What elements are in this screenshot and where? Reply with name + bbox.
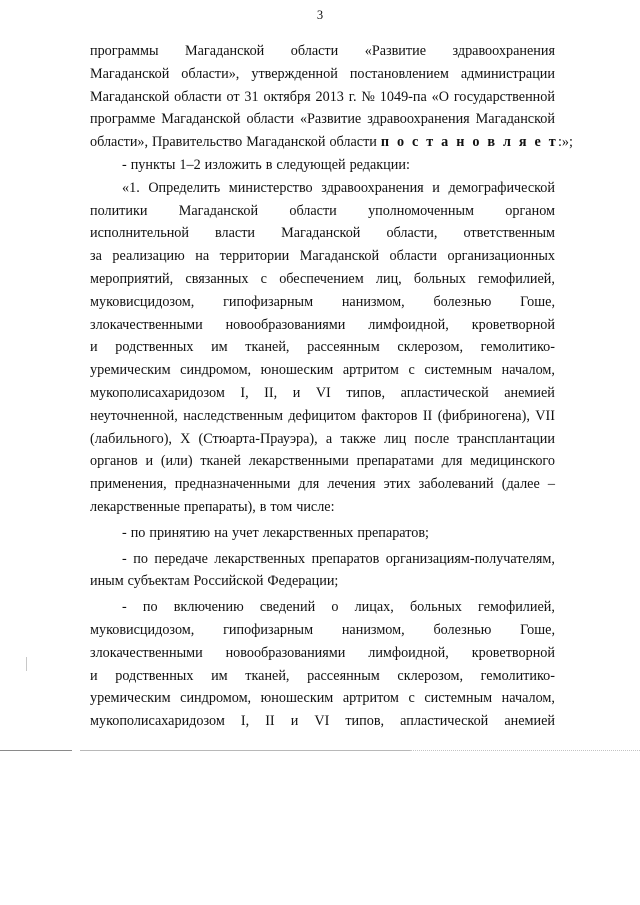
text-line: уремическим синдромом, юношеским артритом с системным началом, (90, 690, 555, 707)
text-line: - по принятию на учет лекарственных препаратов; (122, 524, 429, 541)
text-line: программы Магаданской области «Развитие здравоохранения (90, 43, 555, 59)
text-line: и родственных им тканей, рассеянным склерозом, гемолитико- (90, 339, 555, 356)
text-line: уремическим синдромом, юношеским артритом с системным началом, (90, 362, 555, 379)
text-line: Магаданской области от 31 октября 2013 г. № 1049-па «О государственной (90, 88, 555, 105)
text-line: политики Магаданской области уполномоченным органом (90, 202, 555, 219)
text-line: (лабильного), X (Стюарта-Прауэра), а также лиц после трансплантации (90, 430, 555, 447)
text-line: - пункты 1–2 изложить в следующей редакции: (122, 156, 410, 173)
text-line: злокачественными новообразованиями лимфоидной, кроветворной (90, 644, 555, 661)
footer-rule-middle (80, 750, 410, 751)
text-line: злокачественными новообразованиями лимфоидной, кроветворной (90, 316, 555, 333)
text-line: применения, предназначенными для лечения этих заболеваний (далее – (90, 476, 555, 493)
page-number: 3 (316, 8, 324, 22)
text-line: лекарственные препараты), в том числе: (90, 498, 335, 515)
text-line: за реализацию на территории Магаданской области организационных (90, 248, 555, 265)
emphasis-text: п о с т а н о в л я е т (380, 134, 558, 151)
text-line: мероприятий, связанных с обеспечением лиц, больных гемофилией, (90, 270, 555, 287)
text-line: мукополисахаридозом I, II и VI типов, апластической анемией (90, 713, 555, 730)
text-line: органов и (или) тканей лекарственными препаратами для медицинского (90, 453, 555, 470)
text-line: иным субъектам Российской Федерации; (90, 573, 339, 590)
text-line: мукополисахаридозом I, II, и VI типов, апластической анемией (90, 384, 555, 401)
text-line: муковисцидозом, гипофизарным нанизмом, болезнью Гоше, (90, 293, 555, 310)
text-line: и родственных им тканей, рассеянным склерозом, гемолитико- (90, 667, 555, 684)
text-line: неуточненной, наследственным дефицитом факторов II (фибриногена), VII (90, 407, 555, 424)
text-line: - по передаче лекарственных препаратов организациям-получателям, (122, 550, 555, 567)
footer-rule-right (410, 750, 640, 751)
text-line: - по включению сведений о лицах, больных гемофилией, (122, 599, 555, 616)
margin-mark (26, 657, 27, 671)
line-tail: :»; (557, 134, 573, 151)
text-line: области», Правительство Магаданской области п о с т а н о в л я е т :»; (90, 131, 555, 154)
text-line: Магаданской области», утвержденной постановлением администрации (90, 65, 555, 82)
text-line: программе Магаданской области «Развитие здравоохранения Магаданской (90, 111, 555, 128)
document-body (90, 40, 573, 733)
text-line: муковисцидозом, гипофизарным нанизмом, болезнью Гоше, (90, 621, 555, 638)
text-line: исполнительной власти Магаданской области, ответственным (90, 225, 555, 242)
text-line: «1. Определить министерство здравоохранения и демографической (122, 179, 555, 196)
footer-rule-left (0, 750, 72, 751)
